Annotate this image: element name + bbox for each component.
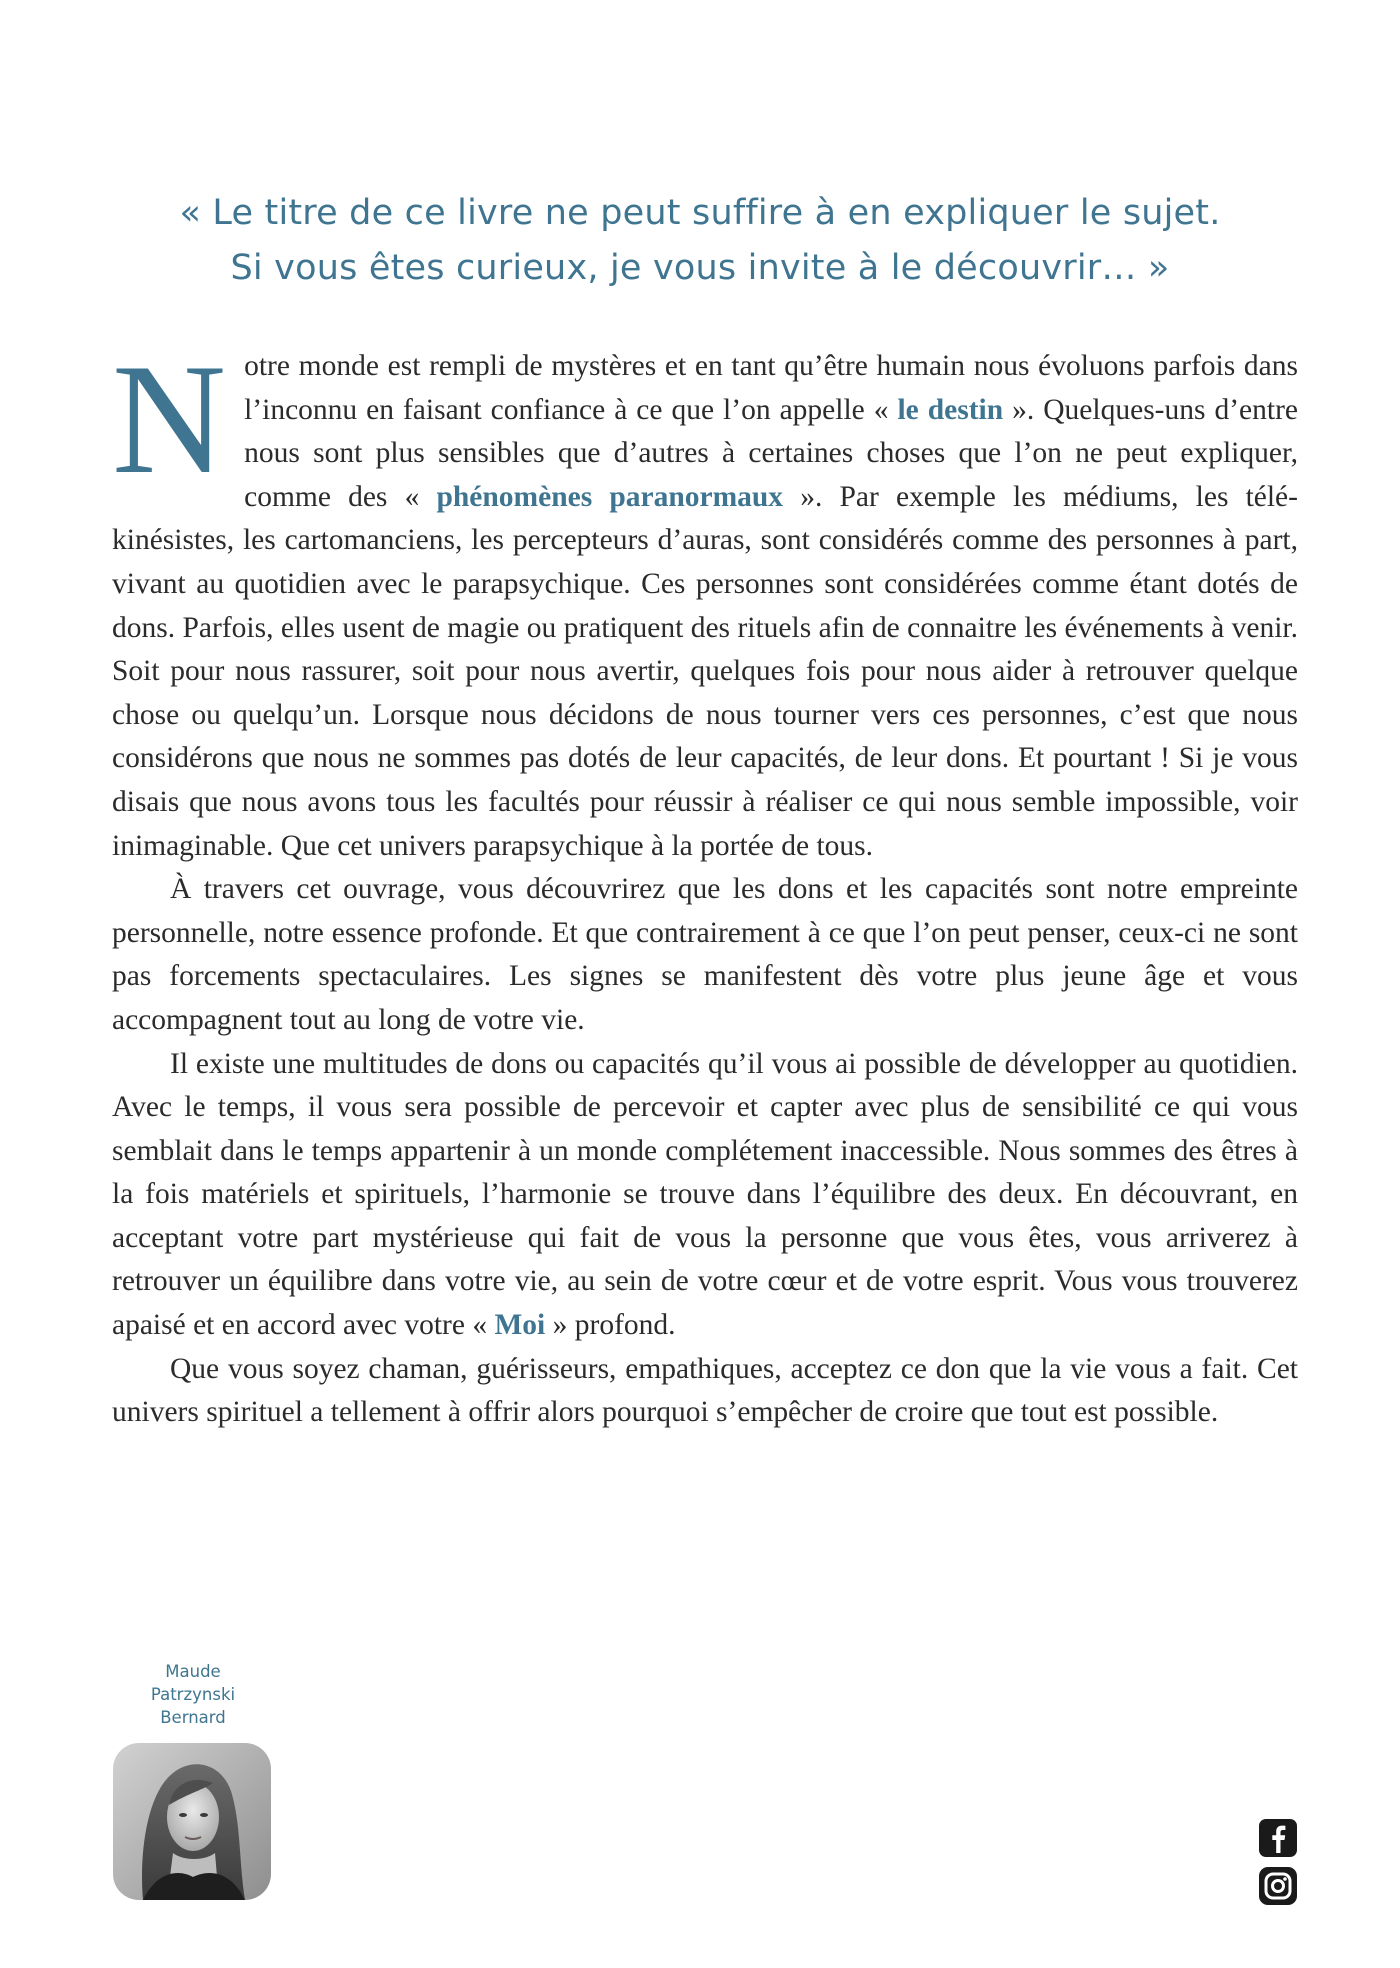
quote-line-1: « Le titre de ce livre ne peut suffire à en expliquer le sujet. [179,193,1221,233]
quote-line-2: Si vous êtes curieux, je vous invite à le découvrir… » [230,248,1170,288]
author-photo [113,1743,271,1900]
facebook-icon[interactable] [1258,1819,1298,1857]
author-first-name: Maude [165,1662,221,1681]
paragraph-3: Il existe une multitudes de dons ou capacités qu’il vous ai possible de développer au quotidien. Avec le temps, il vous sera possible de percevoir et capter avec plus de sensibilité ce qui vous semblait dans le temps appartenir à un monde complétement inaccessible. Nous sommes des êtres à la fois matériels et spirituels, l’harmonie se trouve dans l’équilibre des deux. En découvrant, en acceptant votre part mystérieuse qui fait de vous la personne que vous êtes, vous arriverez à retrouver un équilibre dans votre vie, au sein de votre cœur et de votre esprit. Vous vous trouverez apaisé et en accord avec votre « Moi » profond. [112,1047,1298,1342]
drop-cap: N [112,332,227,507]
back-cover-quote [100,186,1300,296]
author-middle-name: Patrzynski [150,1685,236,1704]
highlight-destin: le destin [897,393,1004,426]
paragraph-4: Que vous soyez chaman, guérisseurs, empathiques, acceptez ce don que la vie vous a fait. Cet univers spirituel a tellement à offrir alors pourquoi s’empêcher de croire que tout est possible. [112,1352,1298,1429]
body-text [112,332,1298,1435]
author-last-name: Bernard [160,1708,226,1727]
instagram-icon[interactable] [1258,1866,1298,1906]
paragraph-2: À travers cet ouvrage, vous découvrirez que les dons et les capacités sont notre empreinte personnelle, notre essence profonde. Et que contrairement à ce que l’on peut penser, ceux-ci ne sont pas forcements spectaculaires. Les signes se manifestent dès votre plus jeune âge et vous accompagnent tout au long de votre vie. [112,873,1298,1036]
author-name [118,1660,268,1729]
highlight-phenomenes: phénomènes paranormaux [436,480,784,513]
highlight-moi: Moi [494,1309,546,1342]
paragraph-1: Notre monde est rempli de mystères et en tant qu’être humain nous évoluons parfois dans l’inconnu en faisant confiance à ce que l’on appelle « le destin ». Quelques-uns d’entre nous sont plus sensibles que d’autres à certaines choses que l’on ne peut expliquer, comme des « phénomènes paranormaux ». Par exemple les médiums, les télé-kinésistes, les cartomanciens, les percepteurs d’auras, sont considérés comme des personnes à part, vivant au quotidien avec le parapsychique. Ces personnes sont considérées comme étant dotés de dons. Parfois, elles usent de magie ou pratiquent des rituels afin de connaitre les événements à venir. Soit pour nous rassurer, soit pour nous avertir, quelques fois pour nous aider à retrouver quelque chose ou quelqu’un. Lorsque nous décidons de nous tourner vers ces personnes, c’est que nous considérons que nous ne sommes pas dotés de leur capacités, de leur dons. Et pourtant ! Si je vous disais que nous avons tous les facultés pour réussir à réaliser ce qui nous semble impossible, voir inimaginable. Que cet univers parapsychique à la portée de tous. [112,332,1298,862]
